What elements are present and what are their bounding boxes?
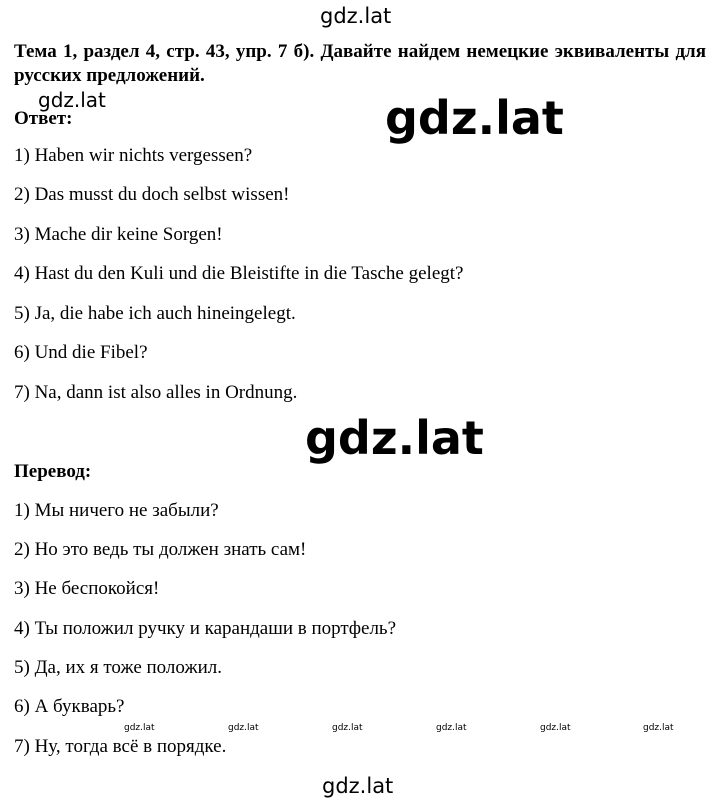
watermark-large-2: gdz.lat bbox=[305, 411, 484, 465]
answer-line-6: 6) Und die Fibel? bbox=[14, 342, 148, 363]
answer-line-7: 7) Na, dann ist also alles in Ordnung. bbox=[14, 382, 298, 403]
watermark-tiny-4: gdz.lat bbox=[436, 723, 467, 733]
answer-line-4: 4) Hast du den Kuli und die Bleistifte in die Tasche gelegt? bbox=[14, 263, 464, 284]
answer-line-2: 2) Das musst du doch selbst wissen! bbox=[14, 184, 290, 205]
translation-line-5: 5) Да, их я тоже положил. bbox=[14, 657, 222, 678]
watermark-tiny-3: gdz.lat bbox=[332, 723, 363, 733]
translation-line-6: 6) А букварь? bbox=[14, 696, 125, 717]
watermark-bottom: gdz.lat bbox=[322, 774, 394, 798]
translation-label: Перевод: bbox=[14, 461, 92, 482]
watermark-small-left: gdz.lat bbox=[38, 88, 106, 112]
translation-line-4: 4) Ты положил ручку и карандаши в портфель? bbox=[14, 618, 397, 639]
answer-line-3: 3) Mache dir keine Sorgen! bbox=[14, 224, 223, 245]
exercise-heading: Тема 1, раздел 4, стр. 43, упр. 7 б). Давайте найдем немецкие эквиваленты для русских предложений. bbox=[14, 41, 706, 86]
watermark-large-1: gdz.lat bbox=[385, 91, 564, 145]
translation-line-1: 1) Мы ничего не забыли? bbox=[14, 500, 219, 521]
translation-line-2: 2) Но это ведь ты должен знать сам! bbox=[14, 539, 307, 560]
watermark-top: gdz.lat bbox=[320, 4, 392, 28]
answer-line-1: 1) Haben wir nichts vergessen? bbox=[14, 145, 253, 166]
watermark-tiny-6: gdz.lat bbox=[643, 723, 674, 733]
watermark-tiny-1: gdz.lat bbox=[124, 723, 155, 733]
translation-line-7: 7) Ну, тогда всё в порядке. bbox=[14, 736, 227, 757]
answer-line-5: 5) Ja, die habe ich auch hineingelegt. bbox=[14, 303, 296, 324]
watermark-tiny-5: gdz.lat bbox=[540, 723, 571, 733]
watermark-tiny-2: gdz.lat bbox=[228, 723, 259, 733]
answer-label: Ответ: bbox=[14, 108, 73, 129]
translation-line-3: 3) Не беспокойся! bbox=[14, 578, 160, 599]
